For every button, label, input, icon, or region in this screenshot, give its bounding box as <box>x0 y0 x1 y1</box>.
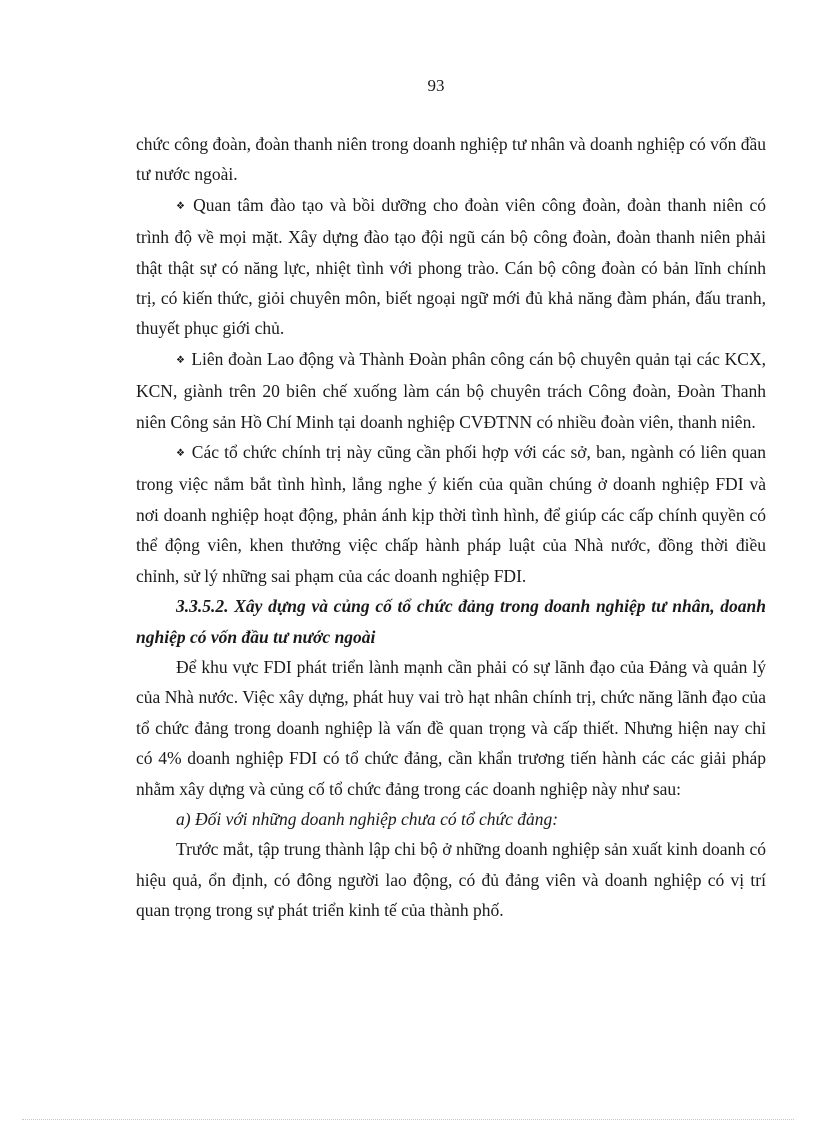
paragraph: Trước mắt, tập trung thành lập chi bộ ở những doanh nghiệp sản xuất kinh doanh có hiệu quả, ổn định, có đông người lao động, có đủ đảng viên và doanh nghiệp có vị trí quan trọng trong sự phát triển kinh tế của thành phố. <box>136 839 766 921</box>
bullet-paragraph <box>136 344 766 437</box>
paragraph: Để khu vực FDI phát triển lành mạnh cần phải có sự lãnh đạo của Đảng và quản lý của Nhà nước. Việc xây dựng, phát huy vai trò hạt nhân chính trị, chức năng lãnh đạo của tổ chức đảng trong doanh nghiệp là vấn đề quan trọng và cấp thiết. Nhưng hiện nay chỉ có 4% doanh nghiệp FDI có tổ chức đảng, cần khẩn trương tiến hành các các giải pháp nhằm xây dựng và củng cố tổ chức đảng trong các doanh nghiệp này như sau: <box>136 656 766 799</box>
bullet-text: Quan tâm đào tạo và bồi dưỡng cho đoàn viên công đoàn, đoàn thanh niên có trình độ về mọi mặt. Xây dựng đào tạo đội ngũ cán bộ công đoàn, đoàn thanh niên phải thật thật sự có năng lực, nhiệt tình với phong trào. Cán bộ công đoàn có bản lĩnh chính trị, có kiến thức, giỏi chuyên môn, biết ngoại ngữ mới đủ khả năng đàm phán, đấu tranh, thuyết phục giới chủ. <box>136 194 767 339</box>
bullet-text: Các tổ chức chính trị này cũng cần phối hợp với các sở, ban, ngành có liên quan trong việc nắm bắt tình hình, lắng nghe ý kiến của quần chúng ở doanh nghiệp FDI và nơi doanh nghiệp hoạt động, phản ánh kịp thời tình hình, để giúp các cấp chính quyền có thể động viên, khen thưởng việc chấp hành pháp luật của Nhà nước, đồng thời điều chỉnh, sử lý những sai phạm của các doanh nghiệp FDI. <box>136 442 766 586</box>
page-bottom-rule <box>22 1119 794 1120</box>
diamond-bullet-icon: ❖ <box>176 354 186 366</box>
bullet-text: Liên đoàn Lao động và Thành Đoàn phân công cán bộ chuyên quản tại các KCX, KCN, giành trên 20 biên chế xuống làm cán bộ chuyên trách Công đoàn, Đoàn Thanh niên Công sản Hồ Chí Minh tại doanh nghiệp CVĐTNN có nhiều đoàn viên, thanh niên. <box>136 348 766 432</box>
bullet-paragraph <box>136 437 766 591</box>
diamond-bullet-icon: ❖ <box>176 448 186 460</box>
subheading: a) Đối với những doanh nghiệp chưa có tổ chức đảng: <box>176 808 559 829</box>
diamond-bullet-icon: ❖ <box>176 200 188 212</box>
paragraph: chức công đoàn, đoàn thanh niên trong doanh nghiệp tư nhân và doanh nghiệp có vốn đầu tư nước ngoài. <box>136 134 766 185</box>
page-number: 93 <box>427 76 445 95</box>
bullet-paragraph <box>136 190 766 344</box>
document-body <box>136 129 766 926</box>
section-heading: 3.3.5.2. Xây dựng và củng cố tổ chức đảng trong doanh nghiệp tư nhân, doanh nghiệp có vốn đầu tư nước ngoài <box>136 596 766 647</box>
